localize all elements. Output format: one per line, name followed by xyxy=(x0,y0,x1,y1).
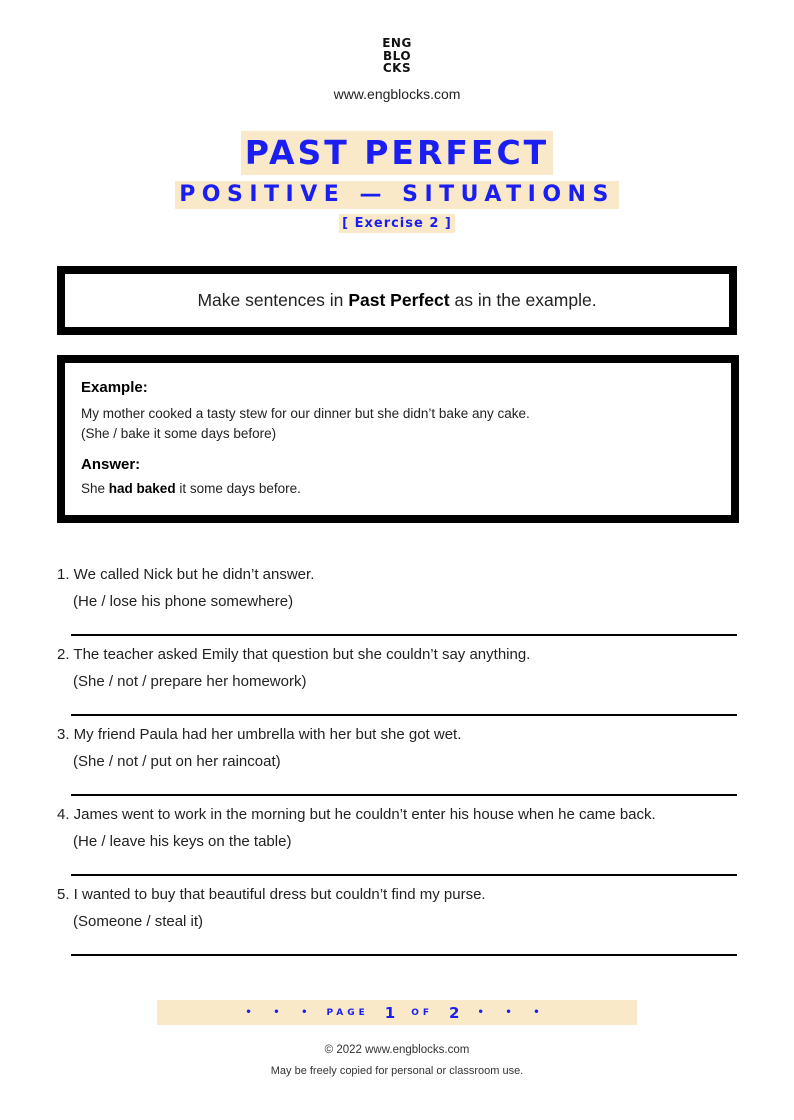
exercise-item xyxy=(57,645,737,692)
answer-text-after: it some days before. xyxy=(179,481,301,496)
item-hint: (She / not / prepare her homework) xyxy=(73,673,307,690)
dots-left: • • • xyxy=(245,1007,317,1018)
page-total: 2 xyxy=(449,1003,460,1022)
item-question: 4. James went to work in the morning but he couldn’t enter his house when he came back. xyxy=(57,806,656,823)
item-question: 5. I wanted to buy that beautiful dress but couldn’t find my purse. xyxy=(57,886,486,903)
exercise-item xyxy=(57,725,737,772)
instruction-box xyxy=(57,266,737,335)
item-hint: (She / not / put on her raincoat) xyxy=(73,753,281,770)
item-question: 3. My friend Paula had her umbrella with her but she got wet. xyxy=(57,726,462,743)
answer-line[interactable] xyxy=(71,794,737,796)
answer-text-before: She xyxy=(81,481,106,496)
example-label: Example: xyxy=(81,379,148,396)
item-question: 2. The teacher asked Emily that question but she couldn’t say anything. xyxy=(57,646,531,663)
example-sentence: My mother cooked a tasty stew for our dinner but she didn’t bake any cake. xyxy=(81,406,530,421)
exercise-item xyxy=(57,565,737,612)
copyright-text: © 2022 www.engblocks.com xyxy=(324,1044,470,1056)
page-title: PAST PERFECT xyxy=(241,131,553,175)
page-subtitle: POSITIVE — SITUATIONS xyxy=(175,181,619,209)
answer-label: Answer: xyxy=(81,456,141,473)
example-answer xyxy=(81,479,731,499)
page-word: PAGE xyxy=(326,1007,369,1018)
logo-line: ENG xyxy=(382,36,412,50)
logo-line: CKS xyxy=(382,61,412,75)
example-hint: (She / bake it some days before) xyxy=(81,426,277,441)
website-link[interactable]: www.engblocks.com xyxy=(333,86,461,102)
page-indicator xyxy=(157,1000,637,1025)
page-current: 1 xyxy=(384,1003,396,1022)
logo-line: BLO xyxy=(382,48,412,63)
item-hint: (He / leave his keys on the table) xyxy=(73,833,292,850)
instruction-text-before: Make sentences in xyxy=(197,290,344,310)
item-hint: (He / lose his phone somewhere) xyxy=(73,593,294,610)
answer-line[interactable] xyxy=(71,874,737,876)
instruction-text-bold: Past Perfect xyxy=(348,290,450,310)
engblocks-logo xyxy=(0,37,794,75)
of-word: OF xyxy=(411,1007,434,1018)
license-text: May be freely copied for personal or classroom use. xyxy=(270,1065,524,1077)
dots-right: • • • xyxy=(477,1007,549,1018)
answer-line[interactable] xyxy=(71,714,737,716)
exercise-item xyxy=(57,885,737,932)
answer-text-bold: had baked xyxy=(108,481,176,496)
item-question: 1. We called Nick but he didn’t answer. xyxy=(57,566,315,583)
instruction-text-after: as in the example. xyxy=(454,290,597,310)
answer-line[interactable] xyxy=(71,634,737,636)
answer-line[interactable] xyxy=(71,954,737,956)
exercise-number: [ Exercise 2 ] xyxy=(339,214,455,233)
exercise-item xyxy=(57,805,737,852)
item-hint: (Someone / steal it) xyxy=(73,913,204,930)
example-box xyxy=(57,355,739,523)
